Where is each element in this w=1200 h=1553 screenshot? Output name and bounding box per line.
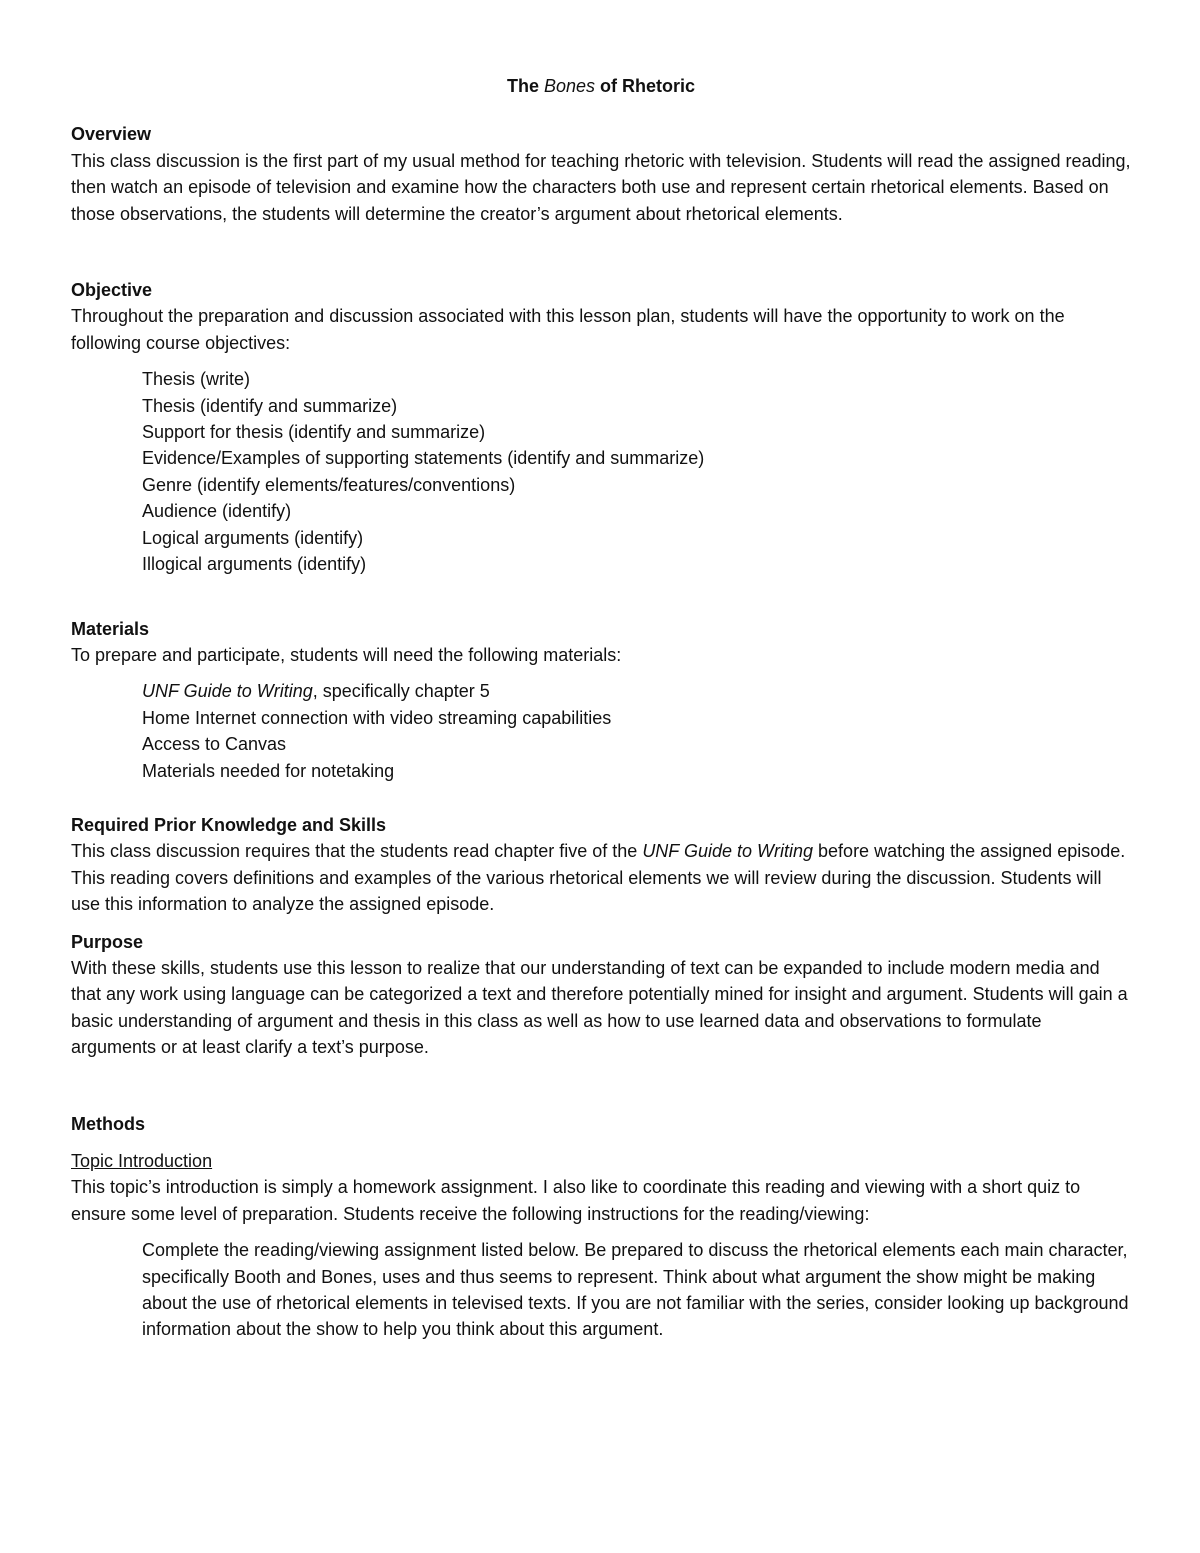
purpose-heading: Purpose [71, 931, 144, 952]
objective-section [71, 277, 1131, 577]
overview-heading: Overview [71, 124, 152, 145]
prior-knowledge-section [71, 812, 1131, 918]
prior-knowledge-heading: Required Prior Knowledge and Skills [71, 814, 387, 835]
objective-heading: Objective [71, 280, 153, 301]
list-item: Materials needed for notetaking [142, 760, 395, 781]
list-item: Logical arguments (identify) [142, 527, 364, 548]
document-title: The Bones of Rhetoric [506, 76, 696, 96]
topic-introduction-subheading: Topic Introduction [71, 1151, 213, 1171]
materials-section [71, 616, 1131, 784]
list-item: Illogical arguments (identify) [142, 554, 367, 575]
methods-section [71, 1111, 1131, 1343]
document-body [71, 73, 1131, 1343]
purpose-section [71, 929, 1131, 1061]
list-item: Audience (identify) [142, 501, 292, 522]
list-item: Home Internet connection with video streaming capabilities [142, 707, 612, 728]
prior-knowledge-text: This class discussion requires that the students read chapter five of the UNF Guide to Writing before watching the assigned episode. This reading covers definitions and examples of the various rhetorical elements we will review during the discussion. Students will use this information to analyze the assigned episode. [71, 841, 1126, 915]
methods-text: This topic’s introduction is simply a homework assignment. I also like to coordinate this reading and viewing with a short quiz to ensure some level of preparation. Students receive the following instructions for the reading/viewing: [71, 1177, 1081, 1224]
purpose-text: With these skills, students use this lesson to realize that our understanding of text can be expanded to include modern media and that any work using language can be categorized a text and therefore potentially mined for insight and argument. Students will gain a basic understanding of argument and thesis in this class as well as how to use learned data and observations to formulate arguments or at least clarify a text’s purpose. [71, 957, 1128, 1058]
materials-heading: Materials [71, 618, 150, 639]
objective-text: Throughout the preparation and discussion associated with this lesson plan, students will have the opportunity to work on the following course objectives: [71, 306, 1065, 353]
overview-text: This class discussion is the first part of my usual method for teaching rhetoric with television. Students will read the assigned reading, then watch an episode of television and examine how the characters both use and represent certain rhetorical elements. Based on those observations, the students will determine the creator’s argument about rhetorical elements. [71, 150, 1131, 224]
title-italic: Bones [543, 76, 596, 96]
overview-section [71, 121, 1131, 227]
materials-text: To prepare and participate, students will need the following materials: [71, 644, 622, 665]
list-item: Thesis (identify and summarize) [142, 395, 398, 416]
list-item: Genre (identify elements/features/conventions) [142, 474, 516, 495]
list-item: UNF Guide to Writing, specifically chapter 5 [142, 681, 490, 702]
list-item: Access to Canvas [142, 734, 287, 755]
methods-heading: Methods [71, 1113, 145, 1134]
objective-list [71, 366, 1131, 577]
list-item: Support for thesis (identify and summarize) [142, 422, 486, 443]
instructions-text: Complete the reading/viewing assignment listed below. Be prepared to discuss the rhetorical elements each main character, specifically Booth and Bones, uses and thus seems to represent. Think about what argument the show might be making about the use of rhetorical elements in televised texts. If you are not familiar with the series, consider looking up background information about the show to help you think about this argument. [142, 1240, 1129, 1340]
list-item: Thesis (write) [142, 369, 251, 390]
list-item: Evidence/Examples of supporting statements (identify and summarize) [142, 448, 705, 469]
materials-list [71, 678, 1131, 784]
